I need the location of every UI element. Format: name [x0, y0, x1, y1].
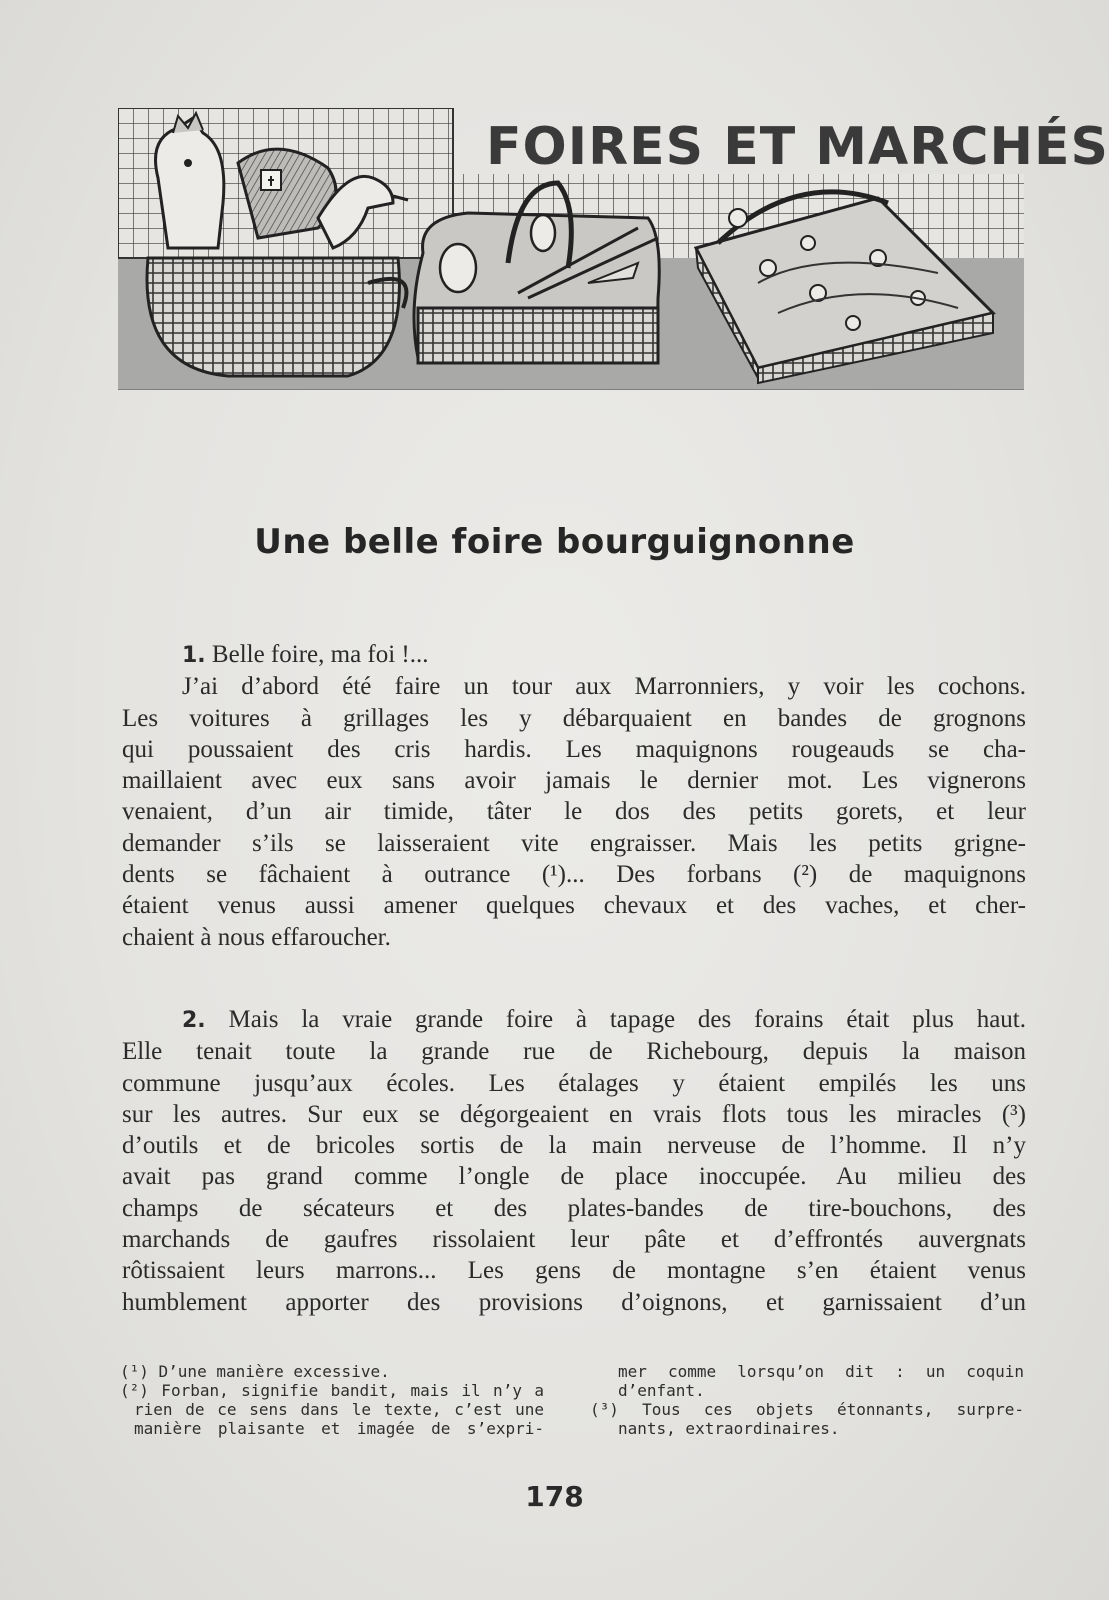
- paragraph-line: J’ai d’abord été faire un tour aux Marronniers, y voir les cochons.: [182, 673, 1026, 701]
- paragraph-number: 2.: [182, 1008, 206, 1033]
- footnote-line: (³) Tous ces objets étonnants, surpre-: [590, 1400, 1024, 1419]
- footnote-line: (²) Forban, signifie bandit, mais il n’y a: [120, 1381, 544, 1400]
- section-title: FOIRES ET MARCHÉS: [486, 117, 1109, 177]
- paragraph-number: 1.: [182, 643, 206, 668]
- paragraph-line: humblement apporter des provisions d’oignons, et garnissaient d’un: [122, 1288, 1026, 1316]
- footnote-line: d’enfant.: [618, 1381, 705, 1400]
- header-banner: [118, 108, 1109, 390]
- footnote-line: manière plaisante et imagée de s’expri-: [134, 1419, 544, 1438]
- paragraph-line: d’outils et de bricoles sortis de la main nerveuse de l’homme. Il n’y: [122, 1132, 1026, 1160]
- footnote-line: nants, extraordinaires.: [618, 1419, 840, 1438]
- footnotes-right: [590, 1362, 1024, 1438]
- footnotes-left: [120, 1362, 544, 1438]
- footnote-line: mer comme lorsqu’on dit : un coquin: [618, 1362, 1024, 1381]
- paragraph-line: rôtissaient leurs marrons... Les gens de montagne s’en étaient venus: [122, 1257, 1026, 1285]
- paragraph-line: commune jusqu’aux écoles. Les étalages y étaient empilés les uns: [122, 1069, 1026, 1097]
- page-number: 178: [525, 1480, 584, 1513]
- paragraph-line: champs de sécateurs et des plates-bandes de tire-bouchons, des: [122, 1194, 1026, 1222]
- paragraph-1: [122, 639, 1026, 953]
- paragraph-line: venaient, d’un air timide, tâter le dos des petits gorets, et leur: [122, 798, 1026, 826]
- paragraph-line: sur les autres. Sur eux se dégorgeaient en vrais flots tous les miracles (³): [122, 1100, 1026, 1128]
- paragraph-line: demander s’ils se laisseraient vite engraisser. Mais les petits grigne-: [122, 829, 1026, 857]
- paragraph-line: avait pas grand comme l’ongle de place inoccupée. Au milieu des: [122, 1163, 1026, 1191]
- paragraph-line: maillaient avec eux sans avoir jamais le dernier mot. Les vignerons: [122, 767, 1026, 795]
- paragraph-line: dents se fâchaient à outrance (¹)... Des forbans (²) de maquignons: [122, 861, 1026, 889]
- paragraph-line: 2. Mais la vraie grande foire à tapage des forains était plus haut.: [182, 1006, 1026, 1033]
- article-title: Une belle foire bourguignonne: [254, 522, 855, 562]
- paragraph-line: 1. Belle foire, ma foi !...: [182, 641, 429, 668]
- paragraph-line: Elle tenait toute la grande rue de Richebourg, depuis la maison: [122, 1038, 1026, 1066]
- paragraph-line: qui poussaient des cris hardis. Les maquignons rougeauds se cha-: [122, 735, 1026, 763]
- paragraph-line: marchands de gaufres rissolaient leur pâte et d’effrontés auvergnats: [122, 1226, 1026, 1254]
- paragraph-line: étaient venus aussi amener quelques chevaux et des vaches, et cher-: [122, 892, 1026, 920]
- paragraph-line: Les voitures à grillages les y débarquaient en bandes de grognons: [122, 704, 1026, 732]
- paragraph-line: chaient à nous effaroucher.: [122, 923, 391, 951]
- paragraph-2: [122, 1004, 1026, 1318]
- footnote-line: rien de ce sens dans le texte, c’est une: [134, 1400, 544, 1419]
- footnote-line: (¹) D’une manière excessive.: [120, 1362, 390, 1381]
